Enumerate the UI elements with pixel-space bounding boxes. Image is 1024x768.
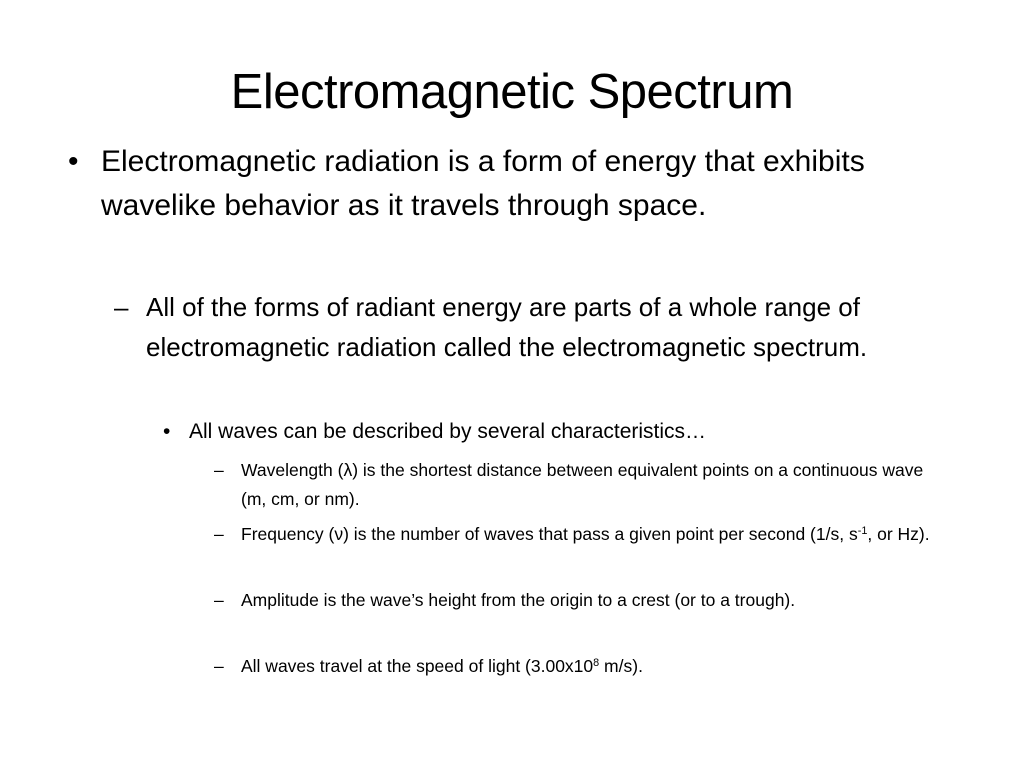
frequency-text-part2: , or Hz). — [867, 524, 930, 544]
frequency-superscript: -1 — [857, 525, 868, 538]
level1-text: Electromagnetic radiation is a form of energy that exhibits wavelike behavior as it travels through space. — [101, 145, 865, 222]
bullet-dash: – — [214, 656, 224, 676]
bullet-dash: – — [214, 524, 224, 544]
amplitude-text: Amplitude is the wave’s height from the origin to a crest (or to a trough). — [241, 590, 796, 610]
speed-superscript: 8 — [593, 657, 600, 670]
speed-text-part1: All waves travel at the speed of light (3.00x10 — [241, 656, 594, 676]
frequency-text — [241, 520, 961, 549]
level3-text: All waves can be described by several characteristics… — [189, 420, 707, 443]
bullet-dash: – — [214, 460, 224, 480]
bullet-disc: • — [163, 420, 171, 443]
bullet-dash: – — [114, 292, 129, 322]
slide-title: Electromagnetic Spectrum — [230, 65, 794, 119]
wavelength-text: Wavelength (λ) is the shortest distance between equivalent points on a continuous wave (m, cm, or nm). — [241, 460, 924, 509]
bullet-disc: • — [68, 145, 79, 178]
bullet-dash: – — [214, 590, 224, 610]
speed-text — [241, 652, 961, 681]
frequency-text-part1: Frequency (ν) is the number of waves that pass a given point per second (1/s, s — [241, 524, 858, 544]
level2-text: All of the forms of radiant energy are parts of a whole range of electromagnetic radiation called the electromagnetic spectrum. — [146, 292, 868, 362]
speed-text-part2: m/s). — [599, 656, 643, 676]
